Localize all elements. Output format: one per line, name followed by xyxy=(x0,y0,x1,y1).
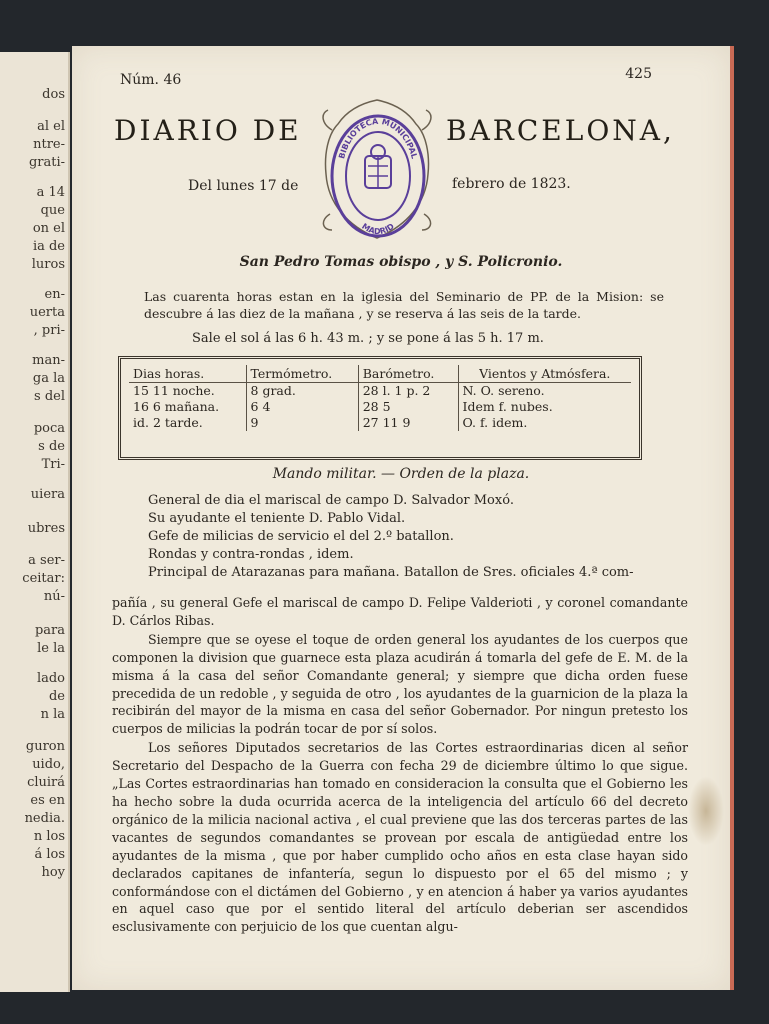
left-page-fragment xyxy=(0,52,70,992)
weather-cell: 8 grad. xyxy=(246,383,358,400)
masthead-title-left: DIARIO DE xyxy=(114,114,302,147)
weather-cell: O. f. idem. xyxy=(462,415,528,430)
weather-cell: 6 4 xyxy=(246,399,358,415)
left-page-text-fragment: nedia. xyxy=(24,811,65,826)
left-page-text-fragment: al el xyxy=(37,119,65,134)
left-page-text-fragment: hoy xyxy=(41,865,65,880)
weather-header-days: Dias horas. xyxy=(129,365,246,383)
left-page-text-fragment: man- xyxy=(32,353,65,368)
weather-cell: 16 6 mañana. xyxy=(129,399,246,415)
stamp-bottom-text: MADRID xyxy=(360,221,396,237)
body-paragraph: pañía , su general Gefe el mariscal de campo D. Felipe Valderioti , y coronel comandante D. Cárlos Ribas. xyxy=(112,595,688,628)
weather-cell: 9 xyxy=(246,415,358,431)
left-page-text-fragment: ntre- xyxy=(33,137,65,152)
weather-row xyxy=(129,415,631,431)
date-right: febrero de 1823. xyxy=(452,176,571,192)
left-page-text-fragment: a ser- xyxy=(28,553,65,568)
left-page-text-fragment: cluirá xyxy=(27,775,65,790)
weather-cell: id. 2 tarde. xyxy=(129,415,246,431)
left-page-text-fragment: uido, xyxy=(32,757,65,772)
order-line: Principal de Atarazanas para mañana. Batallon de Sres. oficiales 4.ª com- xyxy=(148,565,634,580)
weather-cell: 28 l. 1 p. 2 xyxy=(358,383,458,400)
library-stamp-emblem xyxy=(318,94,436,244)
section-title: Mando militar. — Orden de la plaza. xyxy=(272,466,530,482)
weather-table xyxy=(129,365,631,431)
left-page-text-fragment: es en xyxy=(30,793,65,808)
weather-cell: 27 11 9 xyxy=(358,415,458,431)
left-page-text-fragment: ia de xyxy=(32,239,65,254)
left-page-text-fragment: n la xyxy=(40,707,65,722)
saints-of-day: San Pedro Tomas obispo , y S. Policronio. xyxy=(239,254,563,270)
issue-number: Núm. 46 xyxy=(120,72,182,88)
left-page-text-fragment: luros xyxy=(31,257,65,272)
page-number: 425 xyxy=(625,66,652,82)
left-page-text-fragment: lado xyxy=(36,671,65,686)
weather-cell: N. O. sereno. xyxy=(462,383,545,398)
left-page-text-fragment: á los xyxy=(34,847,65,862)
sunrise-sunset-line: Sale el sol á las 6 h. 43 m. ; y se pone á las 5 h. 17 m. xyxy=(192,331,544,346)
left-page-text-fragment: s de xyxy=(38,439,65,454)
order-line: Rondas y contra-rondas , idem. xyxy=(148,547,354,562)
article-body xyxy=(112,594,688,937)
left-page-text-fragment: on el xyxy=(32,221,65,236)
weather-row xyxy=(129,399,631,415)
left-page-text-fragment: n los xyxy=(33,829,65,844)
left-page-text-fragment: ga la xyxy=(32,371,65,386)
left-page-text-fragment: uiera xyxy=(30,487,65,502)
left-page-text-fragment: Tri- xyxy=(41,457,65,472)
svg-text:BIBLIOTECA MUNICIPAL xyxy=(337,117,419,160)
weather-row xyxy=(129,383,631,400)
left-page-text-fragment: a 14 xyxy=(36,185,65,200)
left-page-text-fragment: poca xyxy=(33,421,65,436)
left-page-text-fragment: para xyxy=(34,623,65,638)
weather-header-barometer: Barómetro. xyxy=(358,365,458,383)
left-page-text-fragment: que xyxy=(40,203,65,218)
body-paragraph: Los señores Diputados secretarios de las Cortes estraordinarias dicen al señor Secretario del Despacho de la Guerra con fecha 29 de diciembre último lo que sigue. „Las Cortes estraordinarias han tomado en consideracion la consulta que el Gobierno les ha hecho sobre la duda ocurrida acerca de la inteligencia del artículo 66 del decreto orgánico de la milicia nacional activa , el cual previene que las dos terceras partes de las vacantes de segundos comandantes se provean por escala de antigüedad entre los ayudantes de la misma , que por haber cumplido ocho años en esta clase hayan sido declarados capitanes de infantería, segun lo dispuesto por el 65 del mismo ; y conformándose con el dictámen del Gobierno , y en atencion á haber ya varios ayudantes en aquel caso que por el sentido literal del artículo deberian ser ascendidos esclusivamente con perjuicio de los que cuentan algu- xyxy=(112,740,688,935)
left-page-text-fragment: dos xyxy=(42,87,65,102)
left-page-text-fragment: s del xyxy=(34,389,65,404)
left-page-text-fragment: de xyxy=(48,689,65,704)
weather-cell: 15 11 noche. xyxy=(129,383,246,400)
left-page-text-fragment: grati- xyxy=(28,155,65,170)
forty-hours-notice: Las cuarenta horas estan en la iglesia del Seminario de PP. de la Mision: se descubre á las diez de la mañana , y se reserva á las seis de la tarde. xyxy=(144,289,664,321)
left-page-text-fragment: guron xyxy=(25,739,65,754)
paper-stain xyxy=(688,776,724,846)
left-page-text-fragment: le la xyxy=(37,641,65,656)
order-line: Gefe de milicias de servicio el del 2.º batallon. xyxy=(148,529,454,544)
masthead-title-right: BARCELONA, xyxy=(446,114,675,147)
body-paragraph: Siempre que se oyese el toque de orden general los ayudantes de los cuerpos que componen la division que guarnece esta plaza acudirán á tomarla del gefe de E. M. de la misma á la casa del señor Comandante general; y siempre que dicha orden fuese precedida de un redoble , y seguida de otro , los ayudantes de la guarnicion de la plaza la recibirán del mayor de la misma en casa del señor Gobernador. Por ningun pretesto los cuerpos de milicias la podrán tocar de por sí solos. xyxy=(112,631,688,737)
weather-table-box xyxy=(118,356,642,460)
weather-header-winds: Vientos y Atmósfera. xyxy=(458,365,631,383)
left-page-text-fragment: , pri- xyxy=(33,323,65,338)
left-page-text-fragment: ceitar: xyxy=(22,571,65,586)
order-line: General de dia el mariscal de campo D. Salvador Moxó. xyxy=(148,493,514,508)
stamp-ring-text: BIBLIOTECA MUNICIPAL xyxy=(337,116,419,160)
weather-cell: Idem f. nubes. xyxy=(462,399,553,414)
date-left: Del lunes 17 de xyxy=(188,178,299,194)
weather-header-thermometer: Termómetro. xyxy=(246,365,358,383)
left-page-text-fragment: en- xyxy=(44,287,65,302)
newspaper-page xyxy=(72,46,734,990)
weather-cell: 28 5 xyxy=(358,399,458,415)
left-page-text-fragment: uerta xyxy=(29,305,65,320)
left-page-text-fragment: ubres xyxy=(27,521,65,536)
left-page-text-fragment: nú- xyxy=(43,589,65,604)
order-line: Su ayudante el teniente D. Pablo Vidal. xyxy=(148,511,406,526)
